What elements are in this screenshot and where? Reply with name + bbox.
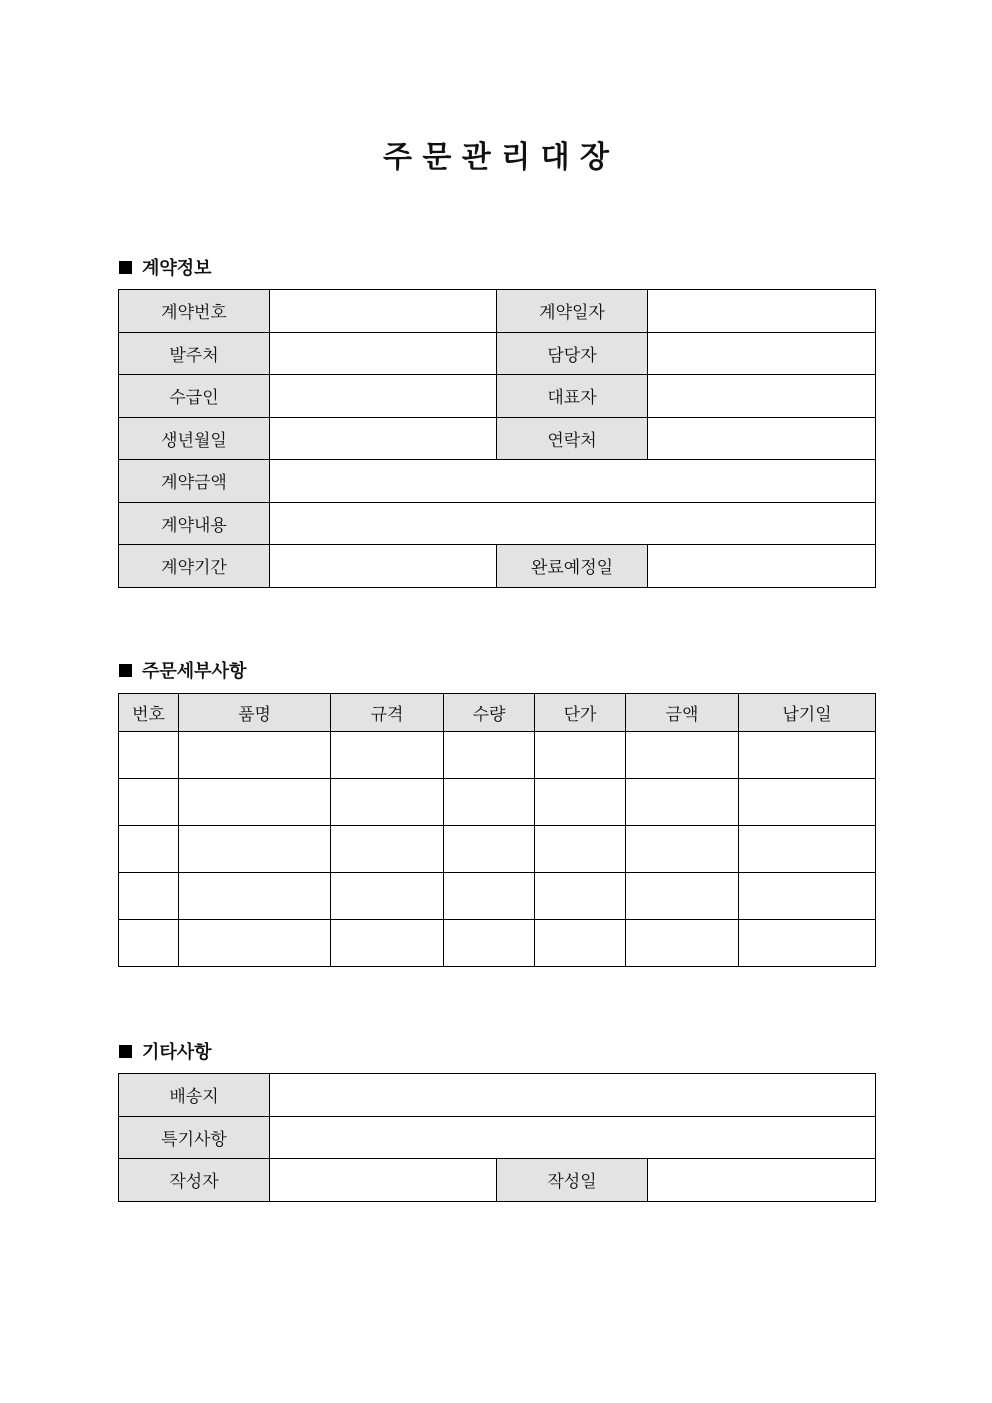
table-row	[119, 826, 876, 873]
section-heading-label: 기타사항	[142, 1042, 212, 1063]
cell-due-date[interactable]	[739, 826, 876, 873]
cell-spec[interactable]	[331, 920, 444, 967]
label-representative: 대표자	[497, 375, 648, 418]
column-header-unit-price: 단가	[535, 694, 626, 732]
cell-item[interactable]	[179, 826, 331, 873]
field-birth-date[interactable]	[270, 417, 497, 460]
label-birth-date: 생년월일	[119, 417, 270, 460]
label-written-date: 작성일	[497, 1159, 648, 1202]
field-remarks[interactable]	[270, 1116, 876, 1159]
label-client: 발주처	[119, 332, 270, 375]
cell-spec[interactable]	[331, 826, 444, 873]
column-header-amount: 금액	[626, 694, 739, 732]
field-supplier[interactable]	[270, 375, 497, 418]
label-amount: 계약금액	[119, 460, 270, 503]
cell-amount[interactable]	[626, 779, 739, 826]
cell-qty[interactable]	[444, 920, 535, 967]
table-header-row	[119, 694, 876, 732]
cell-qty[interactable]	[444, 826, 535, 873]
label-contract-no: 계약번호	[119, 290, 270, 333]
cell-due-date[interactable]	[739, 920, 876, 967]
column-header-qty: 수량	[444, 694, 535, 732]
cell-no[interactable]	[119, 826, 179, 873]
field-contract-no[interactable]	[270, 290, 497, 333]
cell-due-date[interactable]	[739, 873, 876, 920]
label-contact: 연락처	[497, 417, 648, 460]
cell-spec[interactable]	[331, 732, 444, 779]
cell-item[interactable]	[179, 779, 331, 826]
square-bullet-icon	[119, 664, 132, 677]
field-amount[interactable]	[270, 460, 876, 503]
section-heading-contract	[119, 254, 212, 280]
table-row	[119, 920, 876, 967]
cell-no[interactable]	[119, 732, 179, 779]
etc-info-table	[118, 1073, 876, 1202]
cell-unit-price[interactable]	[535, 920, 626, 967]
cell-spec[interactable]	[331, 873, 444, 920]
field-contract-date[interactable]	[648, 290, 876, 333]
label-contract-date: 계약일자	[497, 290, 648, 333]
cell-qty[interactable]	[444, 779, 535, 826]
column-header-no: 번호	[119, 694, 179, 732]
cell-unit-price[interactable]	[535, 732, 626, 779]
column-header-item: 품명	[179, 694, 331, 732]
cell-no[interactable]	[119, 873, 179, 920]
field-contact[interactable]	[648, 417, 876, 460]
cell-due-date[interactable]	[739, 779, 876, 826]
section-heading-order	[119, 657, 246, 683]
label-manager: 담당자	[497, 332, 648, 375]
section-heading-label: 주문세부사항	[142, 661, 247, 682]
field-completion-date[interactable]	[648, 545, 876, 588]
field-client[interactable]	[270, 332, 497, 375]
label-author: 작성자	[119, 1159, 270, 1202]
cell-qty[interactable]	[444, 732, 535, 779]
square-bullet-icon	[119, 1045, 132, 1058]
cell-unit-price[interactable]	[535, 826, 626, 873]
cell-qty[interactable]	[444, 873, 535, 920]
table-row	[119, 873, 876, 920]
table-row	[119, 779, 876, 826]
contract-info-table	[118, 289, 876, 588]
section-heading-etc	[119, 1038, 212, 1064]
cell-amount[interactable]	[626, 826, 739, 873]
cell-no[interactable]	[119, 779, 179, 826]
order-details-table	[118, 693, 876, 967]
cell-unit-price[interactable]	[535, 779, 626, 826]
cell-item[interactable]	[179, 920, 331, 967]
label-supplier: 수급인	[119, 375, 270, 418]
page-title: 주 문 관 리 대 장	[382, 140, 610, 175]
cell-unit-price[interactable]	[535, 873, 626, 920]
field-representative[interactable]	[648, 375, 876, 418]
cell-spec[interactable]	[331, 779, 444, 826]
label-period: 계약기간	[119, 545, 270, 588]
cell-amount[interactable]	[626, 873, 739, 920]
label-remarks: 특기사항	[119, 1116, 270, 1159]
cell-due-date[interactable]	[739, 732, 876, 779]
cell-item[interactable]	[179, 873, 331, 920]
label-content: 계약내용	[119, 502, 270, 545]
field-period[interactable]	[270, 545, 497, 588]
field-delivery-place[interactable]	[270, 1074, 876, 1117]
column-header-spec: 규격	[331, 694, 444, 732]
square-bullet-icon	[119, 261, 132, 274]
column-header-due-date: 납기일	[739, 694, 876, 732]
table-row	[119, 732, 876, 779]
label-completion-date: 완료예정일	[497, 545, 648, 588]
cell-amount[interactable]	[626, 920, 739, 967]
field-written-date[interactable]	[648, 1159, 876, 1202]
label-delivery-place: 배송지	[119, 1074, 270, 1117]
cell-item[interactable]	[179, 732, 331, 779]
cell-amount[interactable]	[626, 732, 739, 779]
section-heading-label: 계약정보	[142, 258, 212, 279]
cell-no[interactable]	[119, 920, 179, 967]
field-content[interactable]	[270, 502, 876, 545]
field-manager[interactable]	[648, 332, 876, 375]
field-author[interactable]	[270, 1159, 497, 1202]
